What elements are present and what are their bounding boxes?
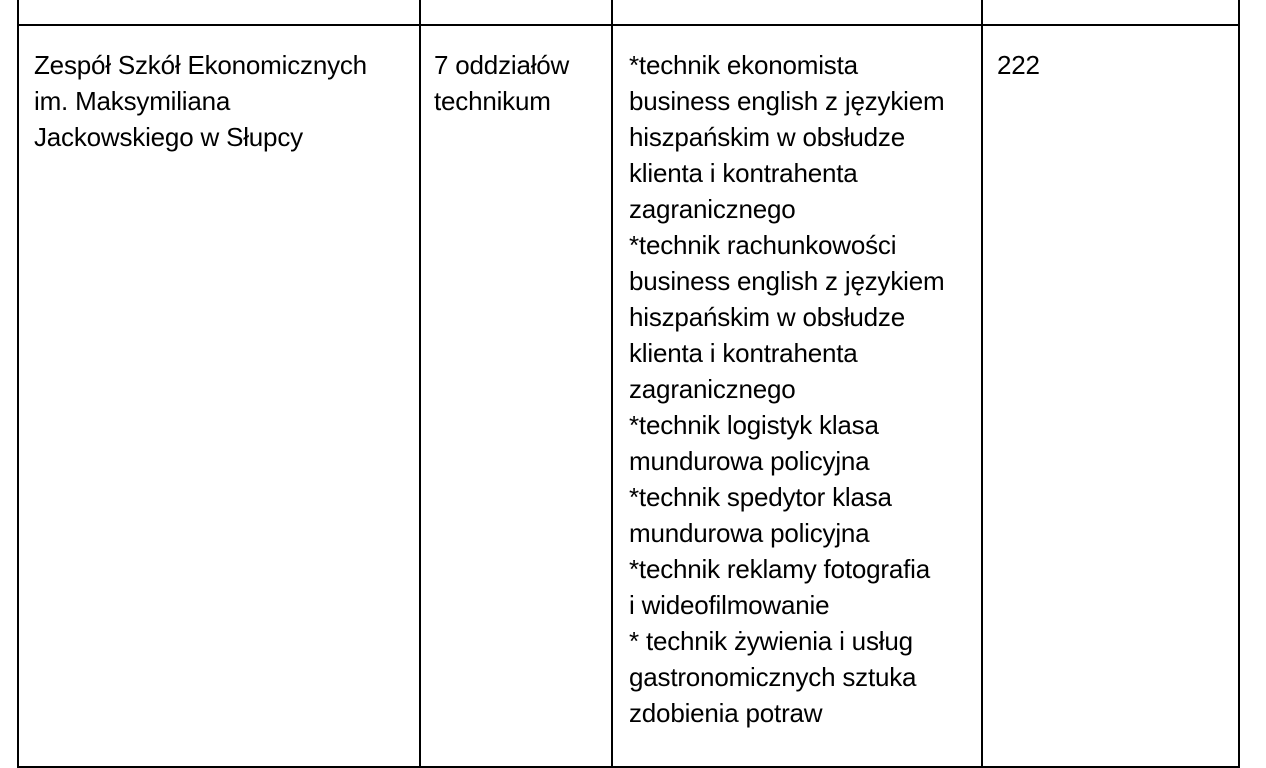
program-line: *technik logistyk klasa — [629, 410, 879, 440]
classes-cell — [420, 25, 612, 767]
program-line: zagranicznego — [629, 374, 796, 404]
program-line: gastronomicznych sztuka — [629, 662, 917, 692]
previous-cell-programs — [612, 0, 982, 25]
program-line: *technik spedytor klasa — [629, 482, 892, 512]
program-line: klienta i kontrahenta — [629, 158, 858, 188]
previous-cell-classes — [420, 0, 612, 25]
previous-row-remnant — [18, 0, 1239, 25]
program-line: *technik rachunkowości — [629, 230, 897, 260]
program-line: *technik ekonomista — [629, 50, 858, 80]
school-name-line: Jackowskiego w Słupcy — [34, 122, 303, 152]
school-name-line: im. Maksymiliana — [34, 86, 231, 116]
classes-line: 7 oddziałów — [434, 50, 570, 80]
previous-cell-count — [982, 0, 1239, 25]
school-name-cell — [18, 25, 420, 767]
program-line: *technik reklamy fotografia — [629, 554, 930, 584]
program-line: mundurowa policyjna — [629, 518, 870, 548]
schools-table — [17, 0, 1240, 768]
program-line: mundurowa policyjna — [629, 446, 870, 476]
school-name-line: Zespół Szkół Ekonomicznych — [34, 50, 367, 80]
schools-table-container — [17, 0, 1239, 758]
program-line: hiszpańskim w obsłudze — [629, 122, 905, 152]
program-line: klienta i kontrahenta — [629, 338, 858, 368]
program-line: business english z językiem — [629, 86, 945, 116]
programs-cell — [612, 25, 982, 767]
previous-cell-school — [18, 0, 420, 25]
program-line: zdobienia potraw — [629, 698, 823, 728]
student-count-value: 222 — [997, 50, 1040, 80]
table-row — [18, 25, 1239, 767]
program-line: * technik żywienia i usług — [629, 626, 913, 656]
program-line: zagranicznego — [629, 194, 796, 224]
program-line: business english z językiem — [629, 266, 945, 296]
student-count-cell — [982, 25, 1239, 767]
classes-line: technikum — [434, 86, 551, 116]
program-line: hiszpańskim w obsłudze — [629, 302, 905, 332]
program-line: i wideofilmowanie — [629, 590, 830, 620]
